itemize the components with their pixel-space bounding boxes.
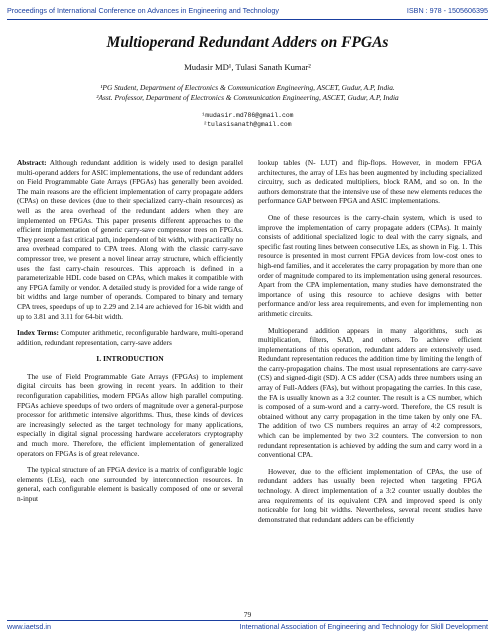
right-column xyxy=(258,158,482,531)
left-column xyxy=(17,158,243,511)
page-number: 79 xyxy=(243,610,252,619)
abstract-text: Although redundant addition is widely used to design parallel multi-operand adders for ASIC implementations, the use of redundant adders on Field Programmable Gate Arrays (FPGAs) has generally been avoided. The main reasons are the efficient implementation of carry propagate adders (CPAs) on these devices (due to their specialized carry-chain resources) as well as the area overhead of the redundant adders when they are implemented on FPGAs. This paper presents different approaches to the efficient implementation of generic carry-save compressor trees on FPGAs. They present a fast critical path, independent of bit width, with practically no area overhead compared to CPA trees. Along with the classic carry-save compressor tree, we present a novel linear array structure, which efficiently uses the fast carry-chain resources. This approach is defined in a parameterizable HDL code based on CPAs, which makes it compatible with any FPGA family or vendor. A detailed study is provided for a wide range of bit widths and large number of operands. Compared to binary and ternary CPA trees, speedups of up to 2.29 and 2.14 are achieved for 16-bit width and up to 3.81 and 3.11 for 64-bit width. xyxy=(17,158,243,321)
header-left: Proceedings of International Conference on Advances in Engineering and Technology xyxy=(7,6,279,15)
index-terms-label: Index Terms: xyxy=(17,328,59,338)
email-2: ²tulasisanath@gmail.com xyxy=(203,121,292,128)
footer-right: International Association of Engineering and Technology for Skill Development xyxy=(239,622,488,631)
paragraph: The typical structure of an FPGA device is a matrix of configurable logic elements (LEs), each one surrounded by interconnection resources. In general, each configurable element is basically composed of one or several n-input xyxy=(17,465,243,503)
header-rule xyxy=(7,19,488,20)
paragraph: The use of Field Programmable Gate Arrays (FPGAs) to implement digital circuits has been growing in recent years. In addition to their reconfiguration capabilities, modern FPGAs allow high parallel computing. FPGAs achieve speedups of two orders of magnitude over a general-purpose processor for arithmetic intensive algorithms. Thus, these kinds of devices are increasingly selected as the target technology for many applications, especially in digital signal processing hardware accelerators cryptography and much more. Therefore, the efficient implementation of generalized operators on FPGAs is of great relevance. xyxy=(17,371,243,458)
affiliation-1: ¹PG Student, Department of Electronics & Communication Engineering, ASCET, Gudur, A.P, India. xyxy=(100,83,395,92)
section-heading: I. INTRODUCTION xyxy=(96,354,164,364)
paragraph: One of these resources is the carry-chain system, which is used to improve the implementation of carry propagate adders (CPAs). It mainly consists of additional specialized logic to deal with the carry signals, and specific fast routing lines between consecutive LEs, as shown in Fig. 1. This resource is presented in most current FPGA devices from low-cost ones to high-end families, and it accelerates the carry propagation by more than one order of magnitude compared to its implementation using general resources. Apart from the CPA implementation, many studies have demonstrated the importance of using this resource to achieve designs with better performance and/or less area requirements, and even for implementing non arithmetic circuits. xyxy=(258,212,482,318)
paragraph: Multioperand addition appears in many algorithms, such as multiplication, filters, SAD, and others. To achieve efficient implementations of this operation, redundant adders are extensively used. Redundant representation reduces the addition time by limiting the length of the carry-propagation chains. The most usual representations are carry-save (CS) and signed-digit (SD). A CS adder (CSA) adds three numbers using an array of Full-Adders (FAs), but without propagating the carries. In this case, the FA is usually known as a 3:2 counter. The result is a CS number, which is composed of a sum-word and a carry-word. Therefore, the CS result is obtained without any carry propagation in the time taken by only one FA. The addition of two CS numbers requires an array of 4:2 compressors, which can be implemented by two 3:2 counters. The conversion to non redundant representation is achieved by adding the sum and carry word in a conventional CPA. xyxy=(258,325,482,460)
index-terms-text: Computer arithmetic, reconfigurable hardware, multi-operand addition, redundant representation, carry-save adders xyxy=(17,328,243,347)
affiliation-2: ²Asst. Professor, Department of Electronics & Communication Engineering, ASCET, Gudur, A.P, India xyxy=(96,93,399,102)
authors: Mudasir MD¹, Tulasi Sanath Kumar² xyxy=(184,62,311,72)
running-footer xyxy=(7,622,488,634)
footer-left[interactable]: www.iaetsd.in xyxy=(7,622,51,631)
abstract xyxy=(17,158,243,321)
footer-rule xyxy=(7,620,488,621)
email-1: ¹mudasir.md786@gmail.com xyxy=(201,112,294,119)
paper-title: Multioperand Redundant Adders on FPGAs xyxy=(106,34,389,51)
header-right: ISBN : 978 - 1505606395 xyxy=(406,6,488,15)
paragraph: lookup tables (N- LUT) and flip-flops. However, in modern FPGA architectures, the array of LEs has been augmented by including specialized circuitry, such as dedicated multipliers, block RAM, and so on. In the authors demonstrate that the intensive use of these new elements reduces the performance GAP between FPGA and ASIC implementations. xyxy=(258,158,482,206)
abstract-label: Abstract: xyxy=(17,158,47,167)
index-terms xyxy=(17,328,243,347)
running-header xyxy=(7,6,488,18)
paragraph: However, due to the efficient implementation of CPAs, the use of redundant adders has usually been rejected when targeting FPGA technology. A direct implementation of a 3:2 counter usually doubles the area requirements of its equivalent CPA and improved speed is only noticeable for long bit widths. Nevertheless, several recent studies have demonstrated that redundant adders can be efficiently xyxy=(258,466,482,524)
